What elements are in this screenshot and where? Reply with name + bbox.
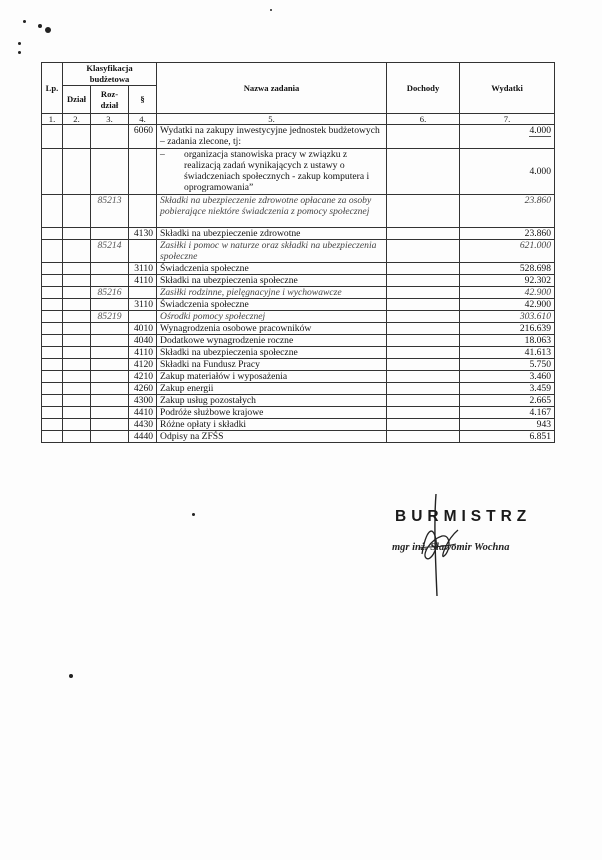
wydatki-value: 4.000	[529, 125, 552, 136]
paragraf-cell: 4300	[129, 395, 157, 407]
nazwa-cell: Dodatkowe wynagrodzenie roczne	[157, 335, 387, 347]
column-number: 4.	[129, 114, 157, 125]
nazwa-cell: Wynagrodzenia osobowe pracowników	[157, 323, 387, 335]
paragraf-cell	[129, 195, 157, 228]
nazwa-cell: Zakup usług pozostałych	[157, 395, 387, 407]
wydatki-cell: 528.698	[460, 263, 555, 275]
budget-table	[41, 62, 555, 443]
table-row	[42, 335, 555, 347]
rozdzial-cell	[91, 419, 129, 431]
wydatki-cell: 621.000	[460, 240, 555, 263]
paragraf-cell: 4410	[129, 407, 157, 419]
scan-speck	[69, 674, 73, 678]
table-row	[42, 149, 555, 195]
table-row	[42, 395, 555, 407]
table-row	[42, 359, 555, 371]
table-row	[42, 228, 555, 240]
paragraf-cell	[129, 311, 157, 323]
paragraf-cell: 4130	[129, 228, 157, 240]
rozdzial-cell: 85219	[91, 311, 129, 323]
rozdzial-cell	[91, 125, 129, 149]
rozdzial-cell	[91, 228, 129, 240]
nazwa-cell: Składki na ubezpieczenia społeczne	[157, 347, 387, 359]
scan-speck	[45, 27, 51, 33]
wydatki-cell: 4.167	[460, 407, 555, 419]
rozdzial-cell: 85213	[91, 195, 129, 228]
wydatki-cell: 6.851	[460, 431, 555, 443]
paragraf-cell: 4260	[129, 383, 157, 395]
rozdzial-cell	[91, 335, 129, 347]
wydatki-cell: 3.459	[460, 383, 555, 395]
nazwa-cell: Zasiłki i pomoc w naturze oraz składki na ubezpieczenia społeczne	[157, 240, 387, 263]
wydatki-cell	[460, 149, 555, 195]
nazwa-cell: Składki na ubezpieczenie zdrowotne	[157, 228, 387, 240]
rozdzial-cell: 85216	[91, 287, 129, 299]
nazwa-cell: Składki na Fundusz Pracy	[157, 359, 387, 371]
nazwa-cell: Zasiłki rodzinne, pielęgnacyjne i wychowawcze	[157, 287, 387, 299]
wydatki-value: 4.000	[529, 166, 552, 177]
rozdzial-cell: 85214	[91, 240, 129, 263]
paragraf-cell: 4430	[129, 419, 157, 431]
rozdzial-cell	[91, 371, 129, 383]
paragraf-cell: 4110	[129, 275, 157, 287]
table-row	[42, 311, 555, 323]
nazwa-cell: Różne opłaty i składki	[157, 419, 387, 431]
column-number: 6.	[387, 114, 460, 125]
paragraf-cell: 3110	[129, 299, 157, 311]
rozdzial-cell	[91, 299, 129, 311]
wydatki-cell: 216.639	[460, 323, 555, 335]
nazwa-cell: Zakup energii	[157, 383, 387, 395]
rozdzial-cell	[91, 323, 129, 335]
nazwa-subitem: organizacja stanowiska pracy w związku z realizacją zadań wynikających z ustawy o świadczeniach społecznych - zakup komputera i oprogramowania”	[184, 149, 370, 193]
rozdzial-cell	[91, 263, 129, 275]
wydatki-cell: 41.613	[460, 347, 555, 359]
wydatki-cell: 92.302	[460, 275, 555, 287]
scan-speck	[270, 9, 272, 11]
table-row	[42, 240, 555, 263]
scan-speck	[18, 51, 21, 54]
scan-speck	[38, 24, 42, 28]
nazwa-cell: Podróże służbowe krajowe	[157, 407, 387, 419]
table-row	[42, 383, 555, 395]
paragraf-cell	[129, 240, 157, 263]
column-number: 7.	[460, 114, 555, 125]
table-row	[42, 323, 555, 335]
nazwa-cell: Wydatki na zakupy inwestycyjne jednostek budżetowych – zadania zlecone, tj:	[157, 125, 387, 149]
table-row	[42, 287, 555, 299]
nazwa-cell: – organizacja stanowiska pracy w związku z realizacją zadań wynikających z ustawy o świadczeniach społecznych - zakup komputera i oprogramowania”	[157, 149, 387, 195]
paragraf-cell: 4210	[129, 371, 157, 383]
paragraf-cell: 4110	[129, 347, 157, 359]
wydatki-cell: 42.900	[460, 287, 555, 299]
column-number: 3.	[91, 114, 129, 125]
rozdzial-cell	[91, 347, 129, 359]
nazwa-cell: Zakup materiałów i wyposażenia	[157, 371, 387, 383]
paragraf-cell: 3110	[129, 263, 157, 275]
nazwa-cell: Odpisy na ZFŚS	[157, 431, 387, 443]
table-row	[42, 263, 555, 275]
nazwa-cell: Świadczenia społeczne	[157, 299, 387, 311]
rozdzial-cell	[91, 431, 129, 443]
header-paragraf: §	[129, 86, 157, 114]
rozdzial-cell	[91, 383, 129, 395]
nazwa-cell: Świadczenia społeczne	[157, 263, 387, 275]
table-row	[42, 419, 555, 431]
wydatki-cell: 23.860	[460, 195, 555, 228]
table-row	[42, 431, 555, 443]
header-dochody: Dochody	[387, 63, 460, 114]
header-wydatki: Wydatki	[460, 63, 555, 114]
scan-speck	[192, 513, 195, 516]
paragraf-cell: 4440	[129, 431, 157, 443]
table-row	[42, 195, 555, 228]
column-number: 5.	[157, 114, 387, 125]
header-klasyfikacja: Klasyfikacja budżetowa	[63, 63, 157, 86]
header-dzial: Dział	[63, 86, 91, 114]
paragraf-cell: 4010	[129, 323, 157, 335]
scan-speck	[18, 42, 21, 45]
wydatki-cell: 18.063	[460, 335, 555, 347]
wydatki-cell: 23.860	[460, 228, 555, 240]
stamp-title: BURMISTRZ	[395, 508, 532, 525]
nazwa-cell: Składki na ubezpieczenie zdrowotne opłacane za osoby pobierające niektóre świadczenia z pomocy społecznej	[157, 195, 387, 228]
header-nazwa: Nazwa zadania	[157, 63, 387, 114]
rozdzial-cell	[91, 359, 129, 371]
table-row	[42, 371, 555, 383]
column-number: 2.	[63, 114, 91, 125]
table-row	[42, 125, 555, 149]
wydatki-cell: 5.750	[460, 359, 555, 371]
paragraf-cell	[129, 287, 157, 299]
paragraf-cell	[129, 149, 157, 195]
nazwa-cell: Ośrodki pomocy społecznej	[157, 311, 387, 323]
table-row	[42, 299, 555, 311]
paragraf-cell: 4040	[129, 335, 157, 347]
header-lp: Lp.	[42, 63, 63, 114]
wydatki-cell	[460, 125, 555, 149]
wydatki-cell: 2.665	[460, 395, 555, 407]
wydatki-cell: 943	[460, 419, 555, 431]
wydatki-cell: 42.900	[460, 299, 555, 311]
table-row	[42, 347, 555, 359]
rozdzial-cell	[91, 407, 129, 419]
wydatki-cell: 3.460	[460, 371, 555, 383]
paragraf-cell: 4120	[129, 359, 157, 371]
table-row	[42, 275, 555, 287]
wydatki-cell: 303.610	[460, 311, 555, 323]
header-rozdzial: Roz-dział	[91, 86, 129, 114]
rozdzial-cell	[91, 149, 129, 195]
rozdzial-cell	[91, 395, 129, 407]
nazwa-cell: Składki na ubezpieczenia społeczne	[157, 275, 387, 287]
rozdzial-cell	[91, 275, 129, 287]
table-row	[42, 407, 555, 419]
paragraf-cell: 6060	[129, 125, 157, 149]
stamp-name: mgr inż. Sławomir Wochna	[392, 542, 510, 553]
scan-speck	[23, 20, 26, 23]
column-number-row	[42, 114, 555, 125]
column-number: 1.	[42, 114, 63, 125]
